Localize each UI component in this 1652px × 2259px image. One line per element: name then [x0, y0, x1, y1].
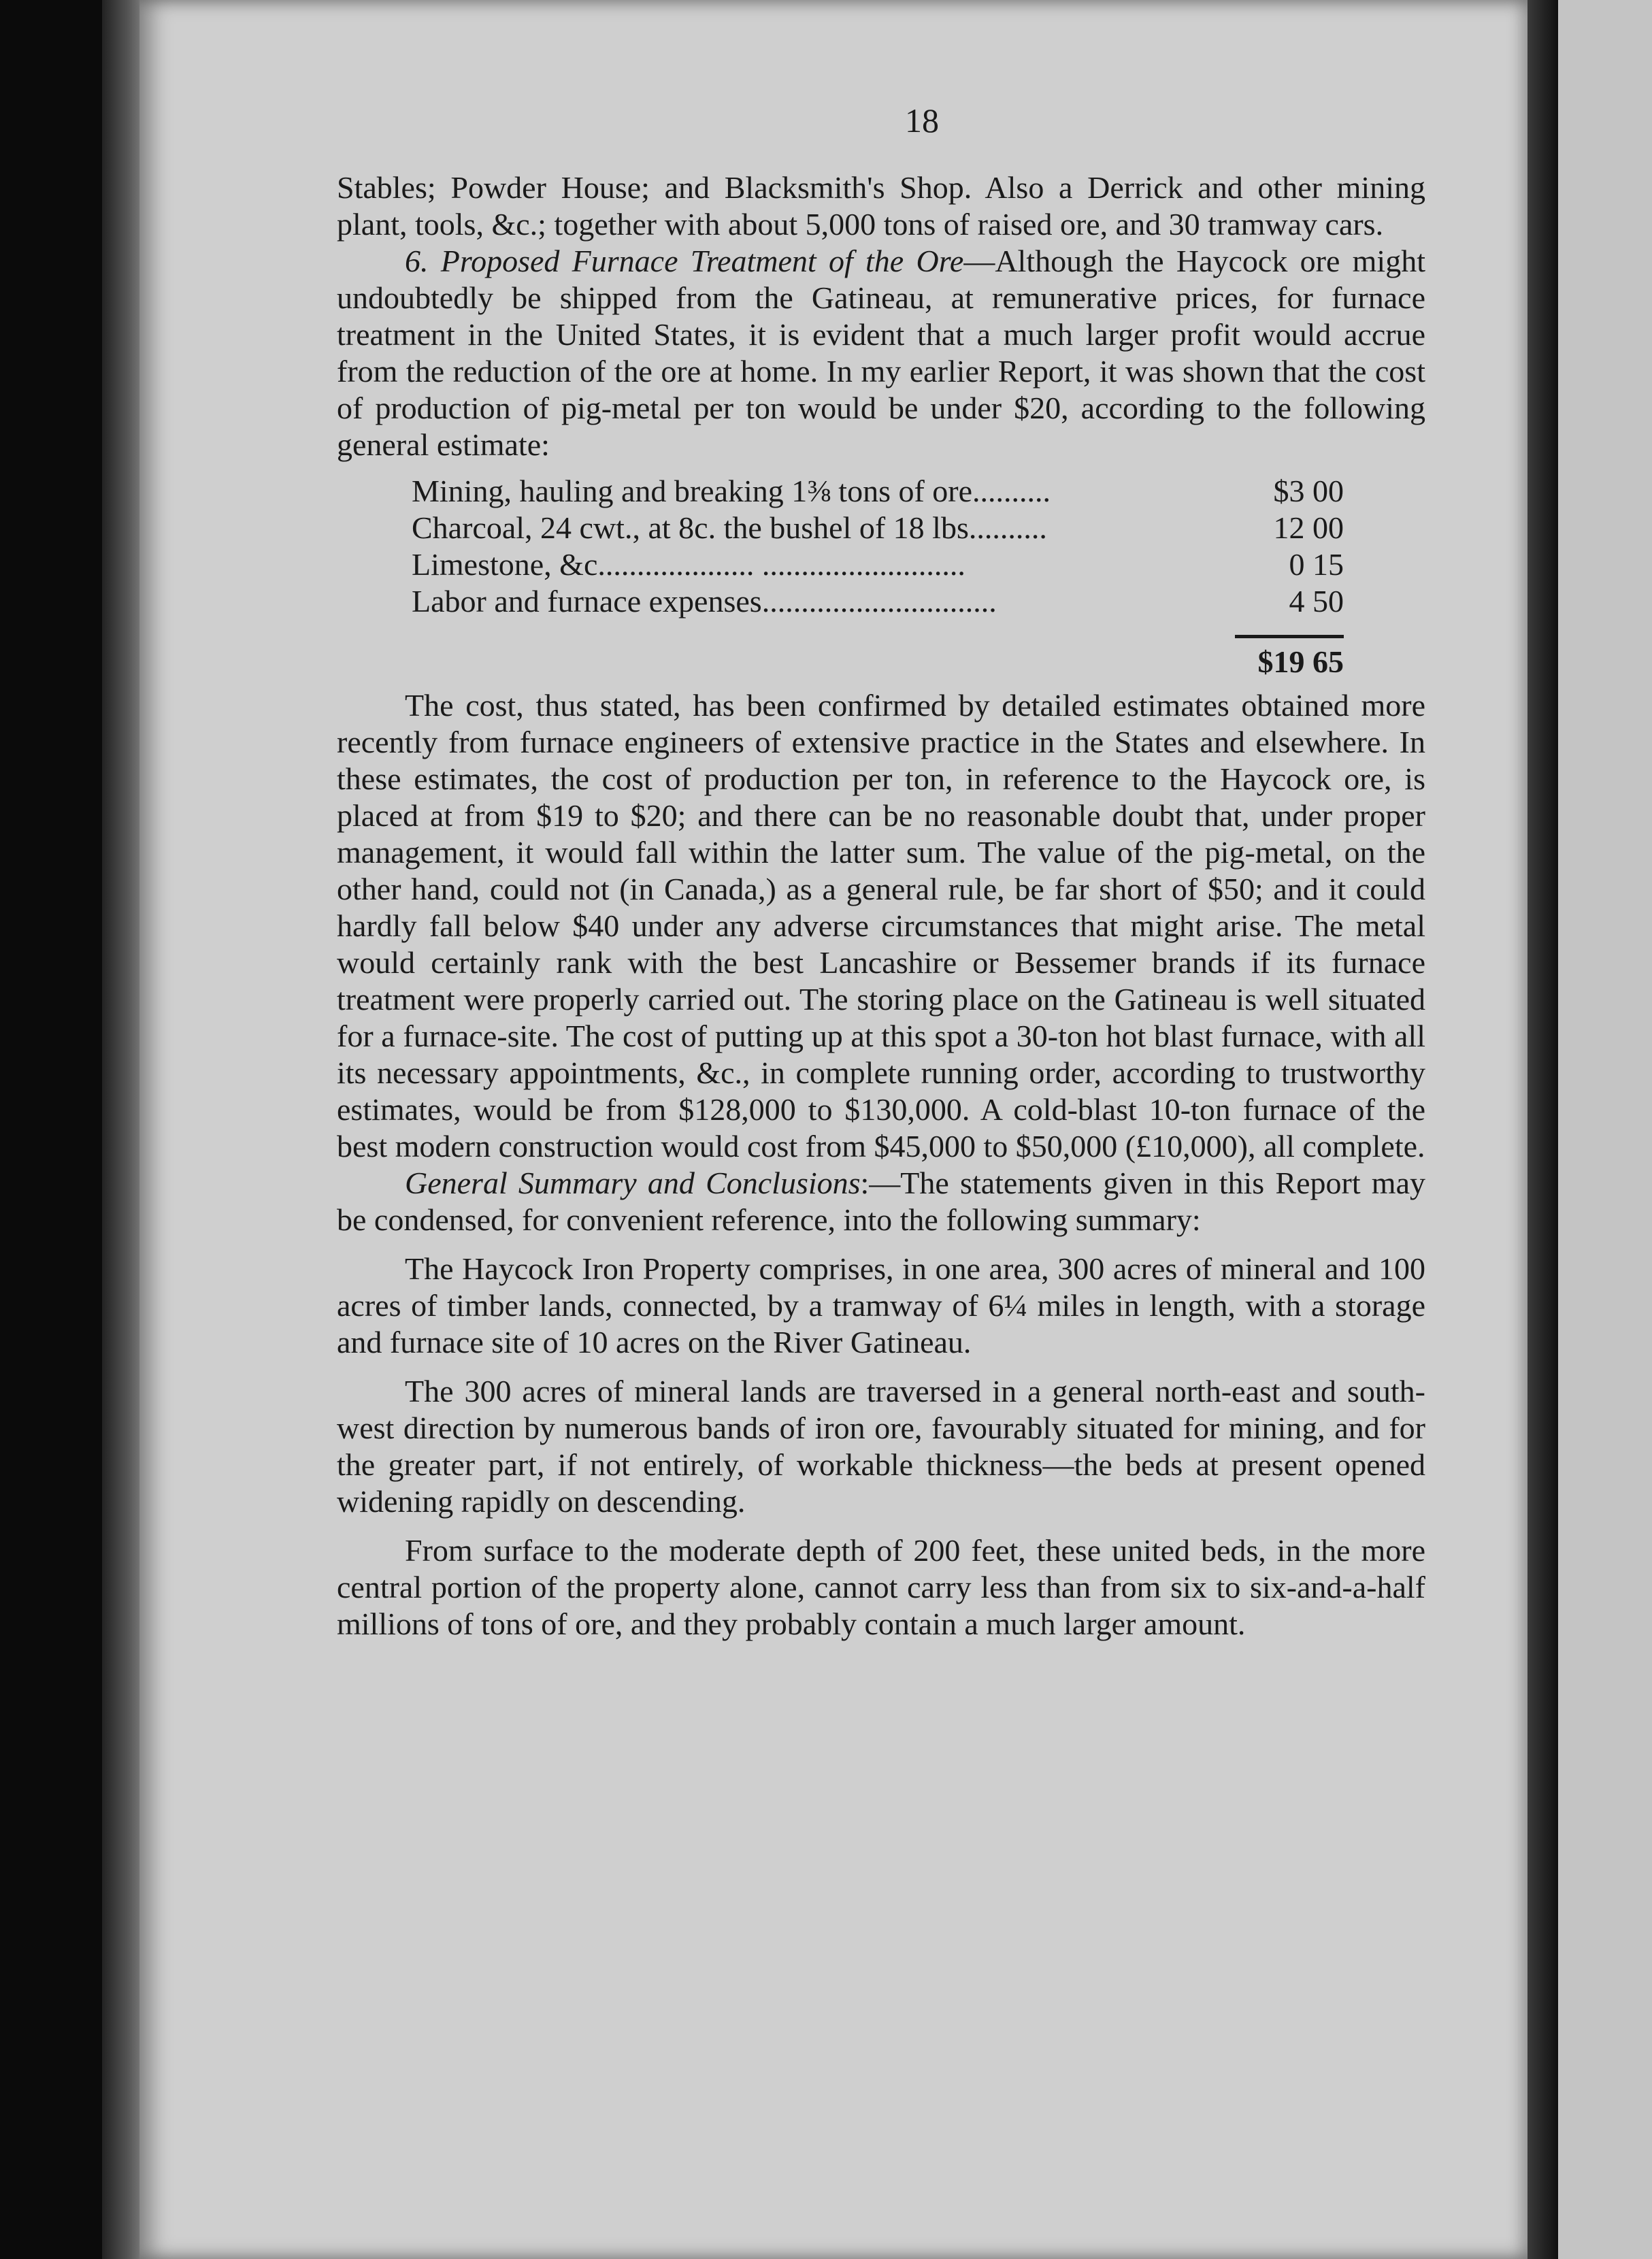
- estimate-row: [412, 546, 1344, 583]
- estimate-amount: 4 50: [1289, 584, 1344, 619]
- paragraph-summary-intro-body: :—The statements given in this Report may be condensed, for convenient reference, into the following summary:: [337, 1166, 1425, 1237]
- estimate-row: [412, 583, 1344, 620]
- page-edge-shadow: [1527, 0, 1558, 2259]
- summary-paragraph-property: The Haycock Iron Property comprises, in one area, 300 acres of mineral and 100 acres of timber lands, connected, by a tramway of 6¼ miles in length, with a storage and furnace site of 10 acres on the River Gatineau.: [337, 1251, 1425, 1359]
- estimate-row: [412, 473, 1344, 510]
- section-title-summary: General Summary and Conclusions: [405, 1166, 861, 1200]
- estimate-item: Labor and furnace expenses..............................: [412, 584, 997, 619]
- estimate-amount: 0 15: [1289, 547, 1344, 582]
- estimate-amount: $3 00: [1273, 474, 1344, 508]
- paragraph-continuation: Stables; Powder House; and Blacksmith's Shop. Also a Derrick and other mining plant, tools, &c.; together with about 5,000 tons of raised ore, and 30 tramway cars.: [337, 170, 1425, 242]
- estimate-amount: 12 00: [1273, 510, 1344, 545]
- paragraph-furnace-treatment: [337, 243, 1425, 463]
- next-page-edge: [1558, 0, 1652, 2259]
- estimate-item: Charcoal, 24 cwt., at 8c. the bushel of 18 lbs..........: [412, 510, 1047, 545]
- paragraph-cost-confirmation: The cost, thus stated, has been confirmed by detailed estimates obtained more recently from furnace engineers of extensive practice in the States and elsewhere. In these estimates, the cost of production per ton, in reference to the Haycock ore, is placed at from $19 to $20; and there can be no reasonable doubt that, under proper management, it would fall within the latter sum. The value of the pig-metal, on the other hand, could not (in Canada,) as a general rule, be far short of $50; and it could hardly fall below $40 under any adverse circumstances that might arise. The metal would certainly rank with the best Lancashire or Bessemer brands if its furnace treatment were properly carried out. The storing place on the Gatineau is well situated for a furnace-site. The cost of putting up at this spot a 30-ton hot blast furnace, with all its necessary appointments, &c., in complete running order, according to trustworthy estimates, would be from $128,000 to $130,000. A cold-blast 10-ton furnace of the best modern construction would cost from $45,000 to $50,000 (£10,000), all complete.: [337, 688, 1425, 1164]
- summary-paragraph-ore-quantity: From surface to the moderate depth of 200 feet, these united beds, in the more central portion of the property alone, cannot carry less than from six to six-and-a-half millions of tons of ore, and they probably contain a much larger amount.: [337, 1533, 1425, 1641]
- estimate-total: $19 65: [1257, 644, 1344, 679]
- paragraph-furnace-treatment-body: —Although the Haycock ore might undoubtedly be shipped from the Gatineau, at remunerative prices, for furnace treatment in the United States, it is evident that a much larger profit would accrue from the reduction of the ore at home. In my earlier Report, it was shown that the cost of production of pig-metal per ton would be under $20, according to the following general estimate:: [337, 244, 1425, 462]
- page-content: [337, 102, 1425, 1643]
- section-title-furnace-treatment: 6. Proposed Furnace Treatment of the Ore: [405, 244, 964, 278]
- cost-estimate-table: [412, 473, 1344, 620]
- paragraph-summary-intro: [337, 1165, 1425, 1238]
- page-number: 18: [905, 101, 939, 139]
- total-rule-divider: [1235, 635, 1344, 638]
- summary-block: [337, 1251, 1425, 1643]
- summary-paragraph-mineral-lands: The 300 acres of mineral lands are traversed in a general north-east and south-west direction by numerous bands of iron ore, favourably situated for mining, and for the greater part, if not entirely, of workable thickness—the beds at present opened widening rapidly on descending.: [337, 1374, 1425, 1519]
- estimate-item: Mining, hauling and breaking 1⅜ tons of ore..........: [412, 474, 1051, 508]
- estimate-item: Limestone, &c.................... ..........................: [412, 547, 965, 582]
- estimate-row: [412, 510, 1344, 546]
